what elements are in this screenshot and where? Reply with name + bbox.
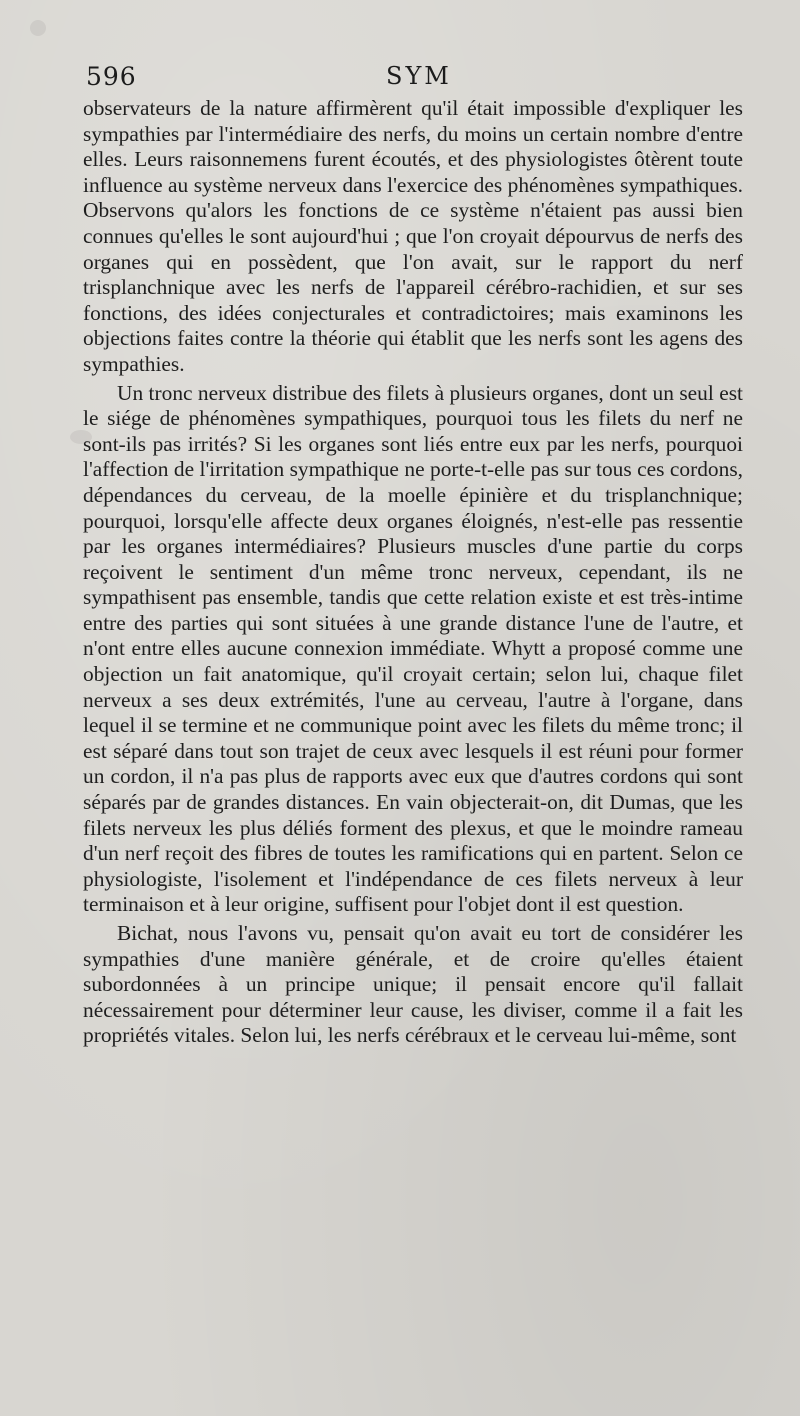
body-text [83,96,743,1049]
paragraph-3: Bichat, nous l'avons vu, pensait qu'on avait eu tort de considérer les sympathies d'une manière générale, et de croire qu'elles étaient subordonnées à un principe unique; il pensait encore qu'il fallait nécessairement pour déterminer leur cause, les diviser, comme il a fait les propriétés vitales. Selon lui, les nerfs cérébraux et le cerveau lui-même, sont [83,921,743,1048]
paragraph-1: observateurs de la nature affirmèrent qu'il était impossible d'expliquer les sympathies par l'intermédiaire des nerfs, du moins un certain nombre d'entre elles. Leurs raisonnemens furent écoutés, et des physiologistes ôtèrent toute influence au système nerveux dans l'exercice des phénomènes sympathiques. Observons qu'alors les fonctions de ce système n'étaient pas aussi bien connues qu'elles le sont aujourd'hui ; que l'on croyait dépourvus de nerfs des organes qui en possèdent, que l'on avait, sur le rapport du nerf trisplanchnique avec les nerfs de l'appareil cérébro-rachidien, et sur ses fonctions, des idées conjecturales et contradictoires; mais examinons les objections faites contre la théorie qui établit que les nerfs sont les agens des sympathies. [83,96,743,376]
page-number: 596 [86,62,137,91]
paragraph-2: Un tronc nerveux distribue des filets à plusieurs organes, dont un seul est le siége de phénomènes sympathiques, pourquoi tous les filets du nerf ne sont-ils pas irrités? Si les organes sont liés entre eux par les nerfs, pourquoi l'affection de l'irritation sympathique ne porte-t-elle pas sur tous ces cordons, dépendances du cerveau, de la moelle épinière et du trisplanchnique; pourquoi, lorsqu'elle affecte deux organes éloignés, n'est-elle pas ressentie par les organes intermédiaires? Plusieurs muscles d'une partie du corps reçoivent le sentiment d'un même tronc nerveux, cependant, ils ne sympathisent pas ensemble, tandis que cette relation existe et est très-intime entre des parties qui sont situées à une grande distance l'une de l'autre, et n'ont entre elles aucune connexion immédiate. Whytt a proposé comme une objection un fait anatomique, qu'il croyait certain; selon lui, chaque filet nerveux a ses deux extrémités, l'une au cerveau, l'autre à l'organe, dans lequel il se termine et ne communique point avec les filets du même tronc; il est séparé dans tout son trajet de ceux avec lesquels il est réuni pour former un cordon, il n'a pas plus de rapports avec eux que d'autres cordons qui sont séparés par de grandes distances. En vain objecterait-on, dit Dumas, que les filets nerveux les plus déliés forment des plexus, et que le moindre rameau d'un nerf reçoit des fibres de toutes les ramifications qui en partent. Selon ce physiologiste, l'isolement et l'indépendance de ces filets nerveux à leur terminaison et à leur origine, suffisent pour l'objet dont il est question. [83,380,743,917]
paper-stain [30,20,46,36]
page-header [86,62,746,92]
running-head: SYM [386,62,452,90]
